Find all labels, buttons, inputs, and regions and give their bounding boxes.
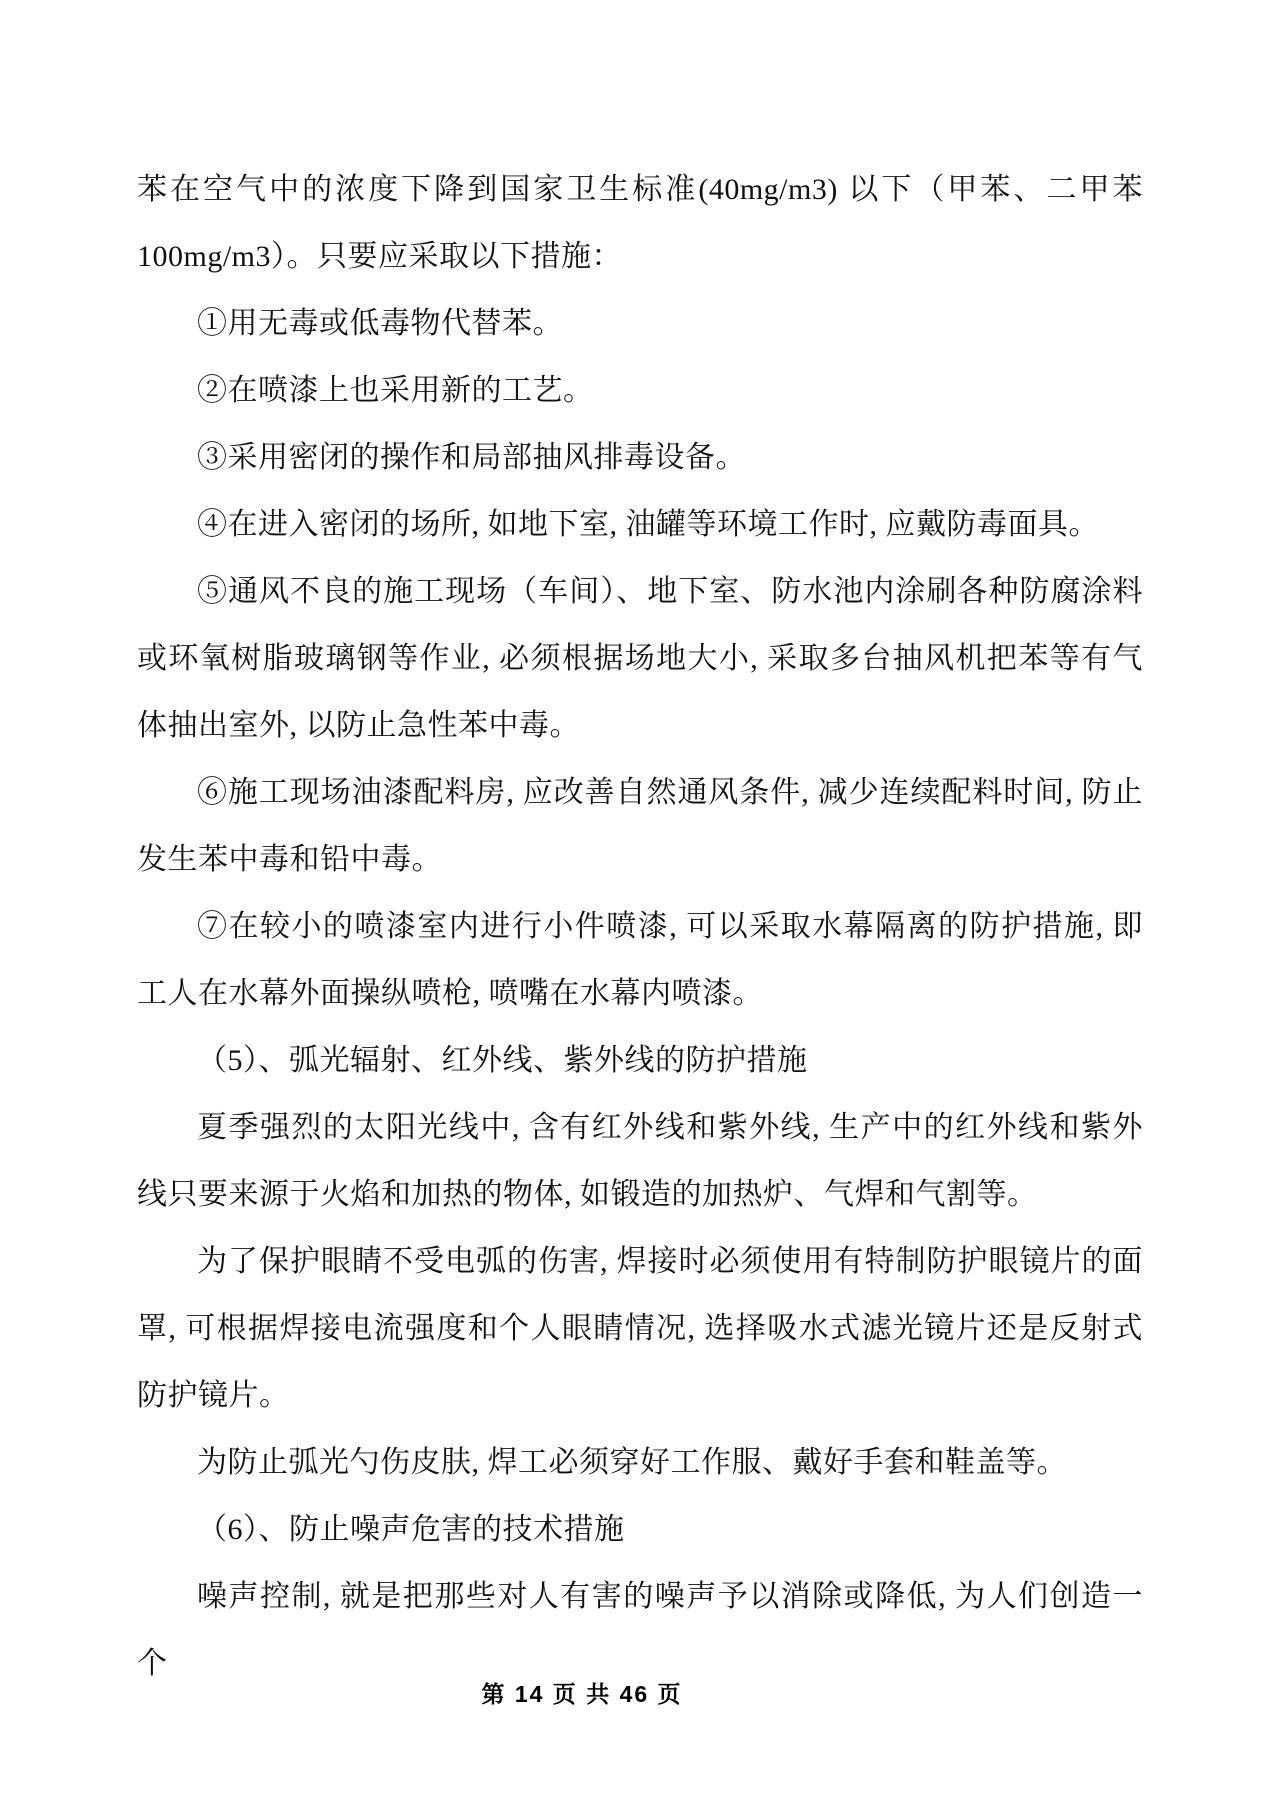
paragraph: ②在喷漆上也采用新的工艺。 [197,374,594,407]
paragraph: ④在进入密闭的场所, 如地下室, 油罐等环境工作时, 应戴防毒面具。 [197,508,1099,541]
paragraph: ①用无毒或低毒物代替苯。 [197,307,563,340]
paragraph: （5）、弧光辐射、红外线、紫外线的防护措施 [197,1044,808,1077]
paragraph: ⑦在较小的喷漆室内进行小件喷漆, 可以采取水幕隔离的防护措施, 即工人在水幕外面操纵喷枪, 喷嘴在水幕内喷漆。 [137,910,1143,1010]
paragraph: 苯在空气中的浓度下降到国家卫生标准(40mg/m3) 以下（甲苯、二甲苯100mg/m3）。只要应采取以下措施： [137,173,1143,273]
body-text [137,156,1143,1697]
paragraph: ⑤通风不良的施工现场（车间）、地下室、防水池内涂刷各种防腐涂料或环氧树脂玻璃钢等作业, 必须根据场地大小, 采取多台抽风机把苯等有气体抽出室外, 以防止急性苯中毒。 [137,575,1143,742]
paragraph: （6）、防止噪声危害的技术措施 [197,1513,625,1546]
paragraph: 夏季强烈的太阳光线中, 含有红外线和紫外线, 生产中的红外线和紫外线只要来源于火焰和加热的物体, 如锻造的加热炉、气焊和气割等。 [137,1111,1143,1211]
page-footer [0,1676,1222,1709]
paragraph: 为了保护眼睛不受电弧的伤害, 焊接时必须使用有特制防护眼镜片的面罩, 可根据焊接电流强度和个人眼睛情况, 选择吸水式滤光镜片还是反射式防护镜片。 [137,1245,1143,1412]
paragraph: ⑥施工现场油漆配料房, 应改善自然通风条件, 减少连续配料时间, 防止发生苯中毒和铅中毒。 [137,776,1143,876]
page-number-text: 第 14 页 共 46 页 [481,1681,683,1707]
paragraph: ③采用密闭的操作和局部抽风排毒设备。 [197,441,746,474]
paragraph: 为防止弧光勺伤皮肤, 焊工必须穿好工作服、戴好手套和鞋盖等。 [197,1446,1067,1479]
paragraph: 噪声控制, 就是把那些对人有害的噪声予以消除或降低, 为人们创造一个 [137,1580,1143,1680]
